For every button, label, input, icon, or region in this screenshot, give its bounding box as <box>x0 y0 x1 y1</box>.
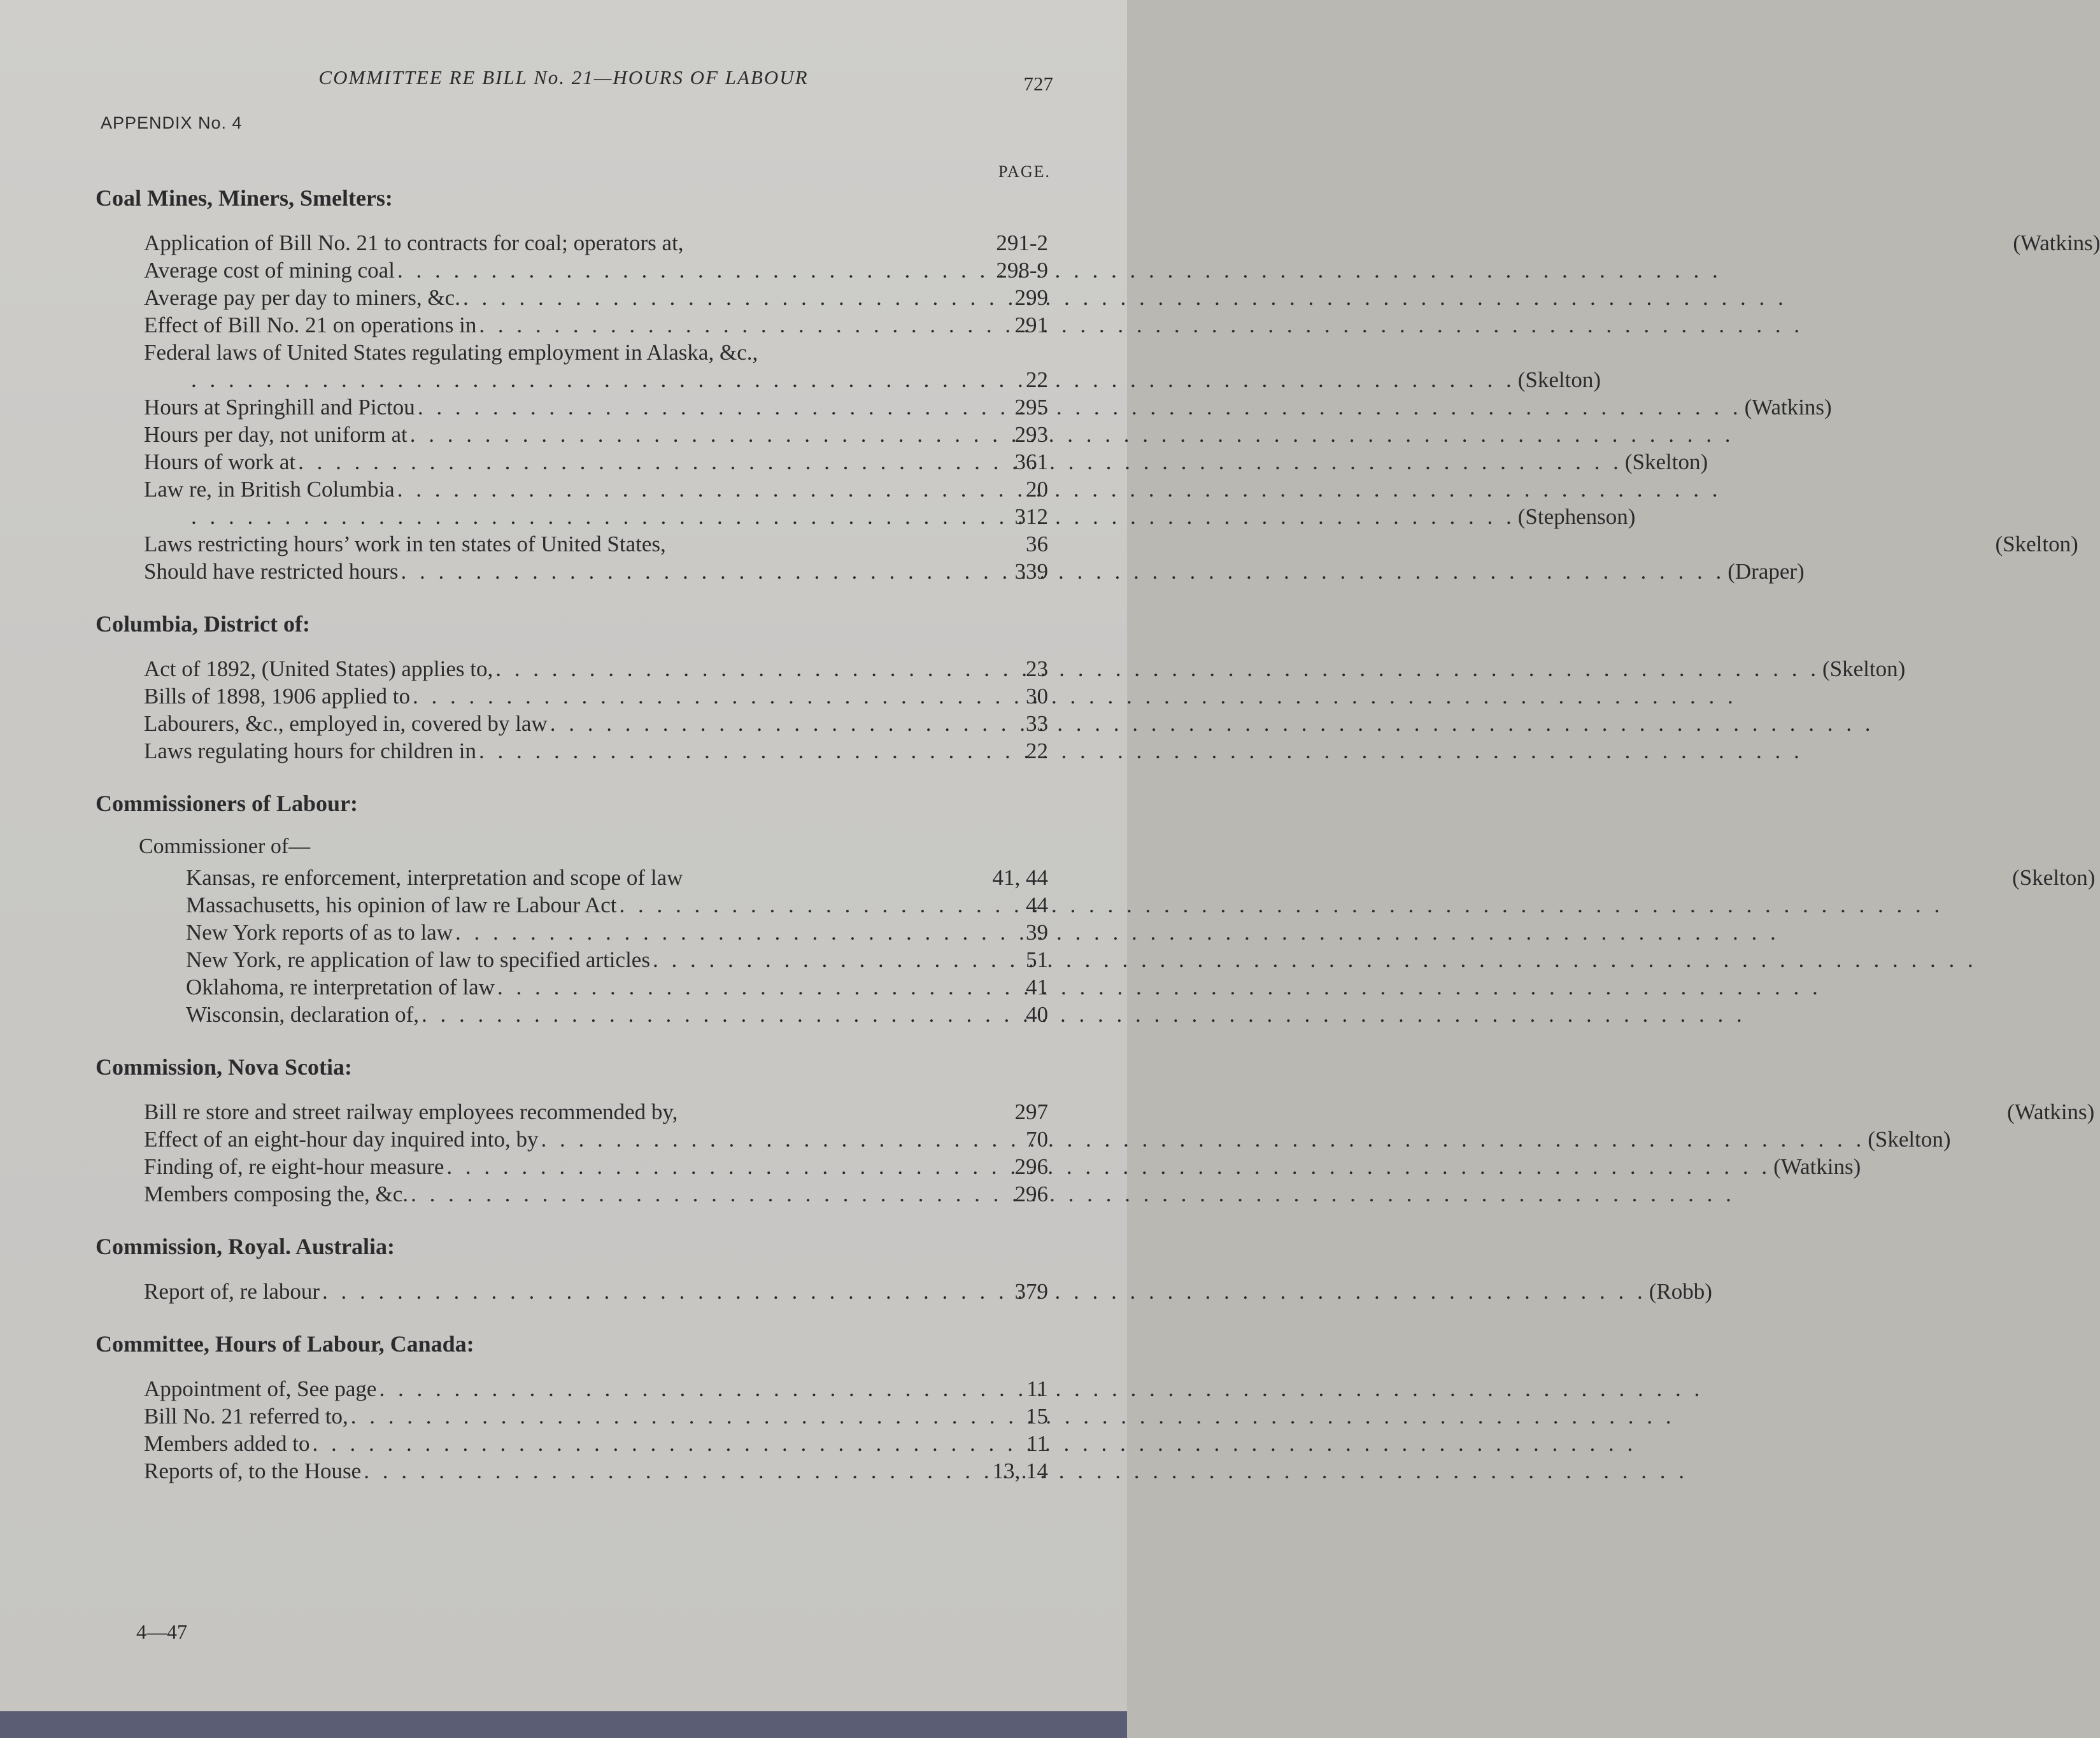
entry-page: 70 <box>1026 1127 1048 1152</box>
entry-text: Average cost of mining coal <box>144 258 395 283</box>
bottom-edge <box>0 1711 1127 1738</box>
dot-leader <box>479 311 1803 339</box>
dot-leader <box>455 919 1780 946</box>
index-entry <box>144 448 1708 476</box>
index-entry <box>144 558 1805 585</box>
entry-text: Bill re store and street railway employees recommended by, <box>144 1099 678 1124</box>
entry-text: Report of, re labour <box>144 1279 320 1304</box>
index-entry <box>144 1457 1048 1485</box>
entry-page: 297 <box>1014 1099 1048 1124</box>
entry-speaker: (Skelton) <box>1868 1127 1951 1152</box>
index-entry <box>144 1180 1048 1208</box>
signature-mark: 4—47 <box>136 1620 187 1643</box>
dot-leader <box>413 682 1737 710</box>
entry-text: Hours per day, not uniform at <box>144 422 408 447</box>
entry-text: Effect of Bill No. 21 on operations in <box>144 313 477 337</box>
entry-page: 13, 14 <box>992 1459 1048 1483</box>
entry-page: 22 <box>1026 738 1048 763</box>
index-entry <box>144 530 2078 558</box>
index-entry <box>144 229 2100 257</box>
entry-page: 15 <box>1026 1404 1048 1429</box>
index-entry <box>186 1001 1048 1028</box>
entry-speaker: (Watkins) <box>2007 1099 2095 1124</box>
entry-text: Appointment of, See page <box>144 1376 377 1401</box>
index-entry <box>144 1153 1861 1180</box>
entry-page: 293 <box>1014 422 1048 447</box>
index-entry <box>191 503 1636 530</box>
entry-speaker: (Robb) <box>1649 1279 1712 1304</box>
entry-text: Members composing the, &c. <box>144 1182 409 1206</box>
entry-text: Hours at Springhill and Pictou <box>144 395 415 420</box>
page-column-label: PAGE. <box>998 162 1051 181</box>
entry-page: 339 <box>1014 559 1048 584</box>
entry-page: 51 <box>1026 947 1048 972</box>
index-content <box>0 185 2100 1485</box>
entry-page: 296 <box>1014 1154 1048 1179</box>
entry-page: 22 <box>1026 367 1048 392</box>
entry-speaker: (Skelton) <box>1624 449 1708 474</box>
dot-leader <box>298 448 1622 476</box>
entry-page: 11 <box>1026 1376 1048 1401</box>
dot-leader <box>397 257 1722 284</box>
entry-text: Members added to <box>144 1431 310 1456</box>
entry-page: 36 <box>1026 532 1048 556</box>
dot-leader <box>422 1001 1746 1028</box>
dot-leader <box>653 946 1977 973</box>
index-entry <box>186 864 2096 891</box>
index-entry <box>144 655 1906 682</box>
index-entry <box>186 919 1048 946</box>
index-entry <box>144 421 1048 448</box>
entry-page: 312 <box>1014 504 1048 529</box>
index-entry <box>144 1430 1048 1457</box>
entry-text: Hours of work at <box>144 449 296 474</box>
entry-text: Massachusetts, his opinion of law re Labour Act <box>186 893 617 917</box>
index-entry <box>144 257 1048 284</box>
dot-leader <box>411 1180 1735 1208</box>
entry-page: 299 <box>1014 285 1048 310</box>
dot-leader <box>191 503 1515 530</box>
entry-page: 296 <box>1014 1182 1048 1206</box>
dot-leader <box>410 421 1735 448</box>
entry-page: 295 <box>1014 395 1048 420</box>
entry-text: Application of Bill No. 21 to contracts for coal; operators at, <box>144 230 684 255</box>
entry-text: Finding of, re eight-hour measure <box>144 1154 444 1179</box>
entry-text: Labourers, &c., employed in, covered by law <box>144 711 548 736</box>
index-entry <box>144 1375 1048 1402</box>
entry-text: Wisconsin, declaration of, <box>186 1002 419 1027</box>
dot-leader <box>418 393 1742 421</box>
entry-text: Should have restricted hours <box>144 559 399 584</box>
entry-text: New York reports of as to law <box>186 920 453 945</box>
entry-page: 291-2 <box>996 230 1048 255</box>
entry-text: New York, re application of law to specified articles <box>186 947 650 972</box>
index-entry <box>144 284 1048 311</box>
entry-speaker: (Stephenson) <box>1517 504 1636 529</box>
entry-page: 44 <box>1026 893 1048 917</box>
section-title: Columbia, District of: <box>96 611 310 637</box>
entry-text: Bills of 1898, 1906 applied to <box>144 684 411 709</box>
page-number: 727 <box>1023 73 1053 95</box>
section-title: Committee, Hours of Labour, Canada: <box>96 1331 474 1357</box>
dot-leader <box>191 366 1515 393</box>
entry-speaker: (Skelton) <box>1517 367 1601 392</box>
index-entry <box>186 973 1048 1001</box>
index-entry <box>186 891 1048 919</box>
index-entry <box>186 946 1048 973</box>
entry-page: 39 <box>1026 920 1048 945</box>
dot-leader <box>446 1153 1771 1180</box>
index-entry <box>144 1402 1048 1430</box>
entry-speaker: (Watkins) <box>2013 230 2100 255</box>
dot-leader <box>397 476 1722 503</box>
dot-leader <box>479 737 1803 765</box>
index-entry <box>144 1098 2095 1126</box>
entry-text: Oklahoma, re interpretation of law <box>186 975 495 1000</box>
section-title: Commission, Nova Scotia: <box>96 1054 352 1080</box>
index-entry <box>144 710 1048 737</box>
dot-leader <box>620 891 1944 919</box>
dot-leader <box>497 973 1822 1001</box>
index-entry <box>144 311 1048 339</box>
entry-page: 298-9 <box>996 258 1048 283</box>
index-entry <box>144 393 1832 421</box>
entry-speaker: (Skelton) <box>2012 865 2096 890</box>
index-entry <box>144 682 1048 710</box>
entry-text: Law re, in British Columbia <box>144 477 395 502</box>
appendix-label: APPENDIX No. 4 <box>101 113 243 132</box>
dot-leader <box>401 558 1726 585</box>
entry-text: Effect of an eight-hour day inquired into, by <box>144 1127 539 1152</box>
dot-leader <box>495 655 1820 682</box>
index-entry <box>144 476 1048 503</box>
section-title: Coal Mines, Miners, Smelters: <box>96 185 393 211</box>
entry-speaker: (Watkins) <box>1744 395 1832 420</box>
entry-page: 40 <box>1026 1002 1048 1027</box>
entry-text: Act of 1892, (United States) applies to, <box>144 656 493 681</box>
entry-text: Laws regulating hours for children in <box>144 738 476 763</box>
entry-page: 41, 44 <box>992 865 1048 890</box>
entry-page: 379 <box>1014 1279 1048 1304</box>
dot-leader <box>541 1126 1865 1153</box>
dot-leader <box>550 710 1875 737</box>
index-entry <box>144 339 972 366</box>
entry-page: 30 <box>1026 684 1048 709</box>
entry-page: 291 <box>1014 313 1048 337</box>
sub-heading: Commissioner of— <box>139 835 311 858</box>
index-entry <box>144 1278 1712 1305</box>
entry-page: 41 <box>1026 975 1048 1000</box>
entry-text: Average pay per day to miners, &c. <box>144 285 460 310</box>
running-head: COMMITTEE RE BILL No. 21—HOURS OF LABOUR <box>318 66 809 88</box>
entry-page: 11 <box>1026 1431 1048 1456</box>
entry-text: Federal laws of United States regulating employment in Alaska, &c., <box>144 340 758 365</box>
entry-text: Laws restricting hours’ work in ten states of United States, <box>144 532 666 556</box>
entry-speaker: (Skelton) <box>1822 656 1906 681</box>
entry-speaker: (Draper) <box>1728 559 1805 584</box>
index-entry <box>144 737 1048 765</box>
section-title: Commissioners of Labour: <box>96 791 358 816</box>
entry-page: 361 <box>1014 449 1048 474</box>
entry-speaker: (Watkins) <box>1773 1154 1861 1179</box>
entry-text: Kansas, re enforcement, interpretation and scope of law <box>186 865 683 890</box>
entry-page: 23 <box>1026 656 1048 681</box>
entry-text: Bill No. 21 referred to, <box>144 1404 348 1429</box>
index-entry <box>191 366 1601 393</box>
entry-page: 33 <box>1026 711 1048 736</box>
entry-page: 20 <box>1026 477 1048 502</box>
dot-leader <box>463 284 1787 311</box>
entry-text: Reports of, to the House <box>144 1459 362 1483</box>
entry-speaker: (Skelton) <box>1995 532 2078 556</box>
section-title: Commission, Royal. Australia: <box>96 1234 395 1259</box>
index-entry <box>144 1126 1951 1153</box>
